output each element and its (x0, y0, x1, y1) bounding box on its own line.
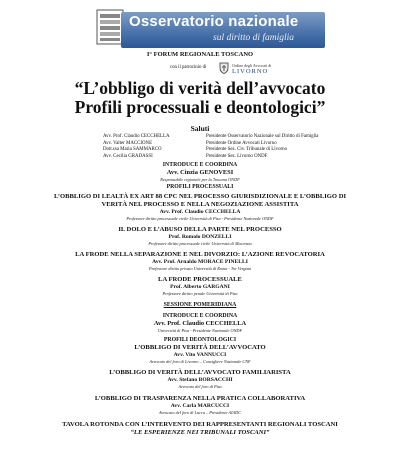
coordinator-role: Responsabile regionale per la Toscana ONDF (160, 176, 240, 182)
talk-speaker: Avv. Vito VANNUCCI (173, 352, 227, 358)
main-title-line-2: Profili processuali e deontologici” (74, 97, 326, 117)
talk-speaker-role: Avvocato del foro di Livorno – Consigliere Nazionale CNF (149, 358, 251, 364)
round-table-title: TAVOLA ROTONDA CON L’INTERVENTO DEI RAPPRESENTANTI REGIONALI TOSCANI (62, 421, 338, 428)
saluti-name: Avv. Cecilia GRADASSI (103, 153, 153, 159)
intro-block (0, 313, 400, 333)
talk-title: LA FRODE NELLA SEPARAZIONE E NEL DIVORZIO: L’AZIONE REVOCATORIA (75, 251, 325, 258)
main-title-line-1: “L’obbligo di verità dell’avvocato (74, 78, 326, 98)
talk-title: IL DOLO E L’ABUSO DELLA PARTE NEL PROCESSO (118, 226, 282, 233)
forum-heading: I° FORUM REGIONALE TOSCANO (146, 51, 254, 58)
header-banner (95, 6, 325, 48)
patronage-text: con il patrocinio di (170, 65, 207, 70)
coordinator-name: Avv. Prof. Claudio CECCHELLA (153, 320, 247, 327)
talk-block (0, 395, 400, 415)
intro-label: INTRODUCE E COORDINA (162, 313, 238, 319)
saluti-row (0, 141, 400, 148)
talk-speaker-role: Professore diritto processuale civile Università di Pisa - Presidente Nazionale ONDF (126, 215, 274, 221)
saluti-row (0, 134, 400, 141)
talk-title: LA FRODE PROCESSUALE (158, 276, 242, 283)
coordinator-name: Avv. Cinzia GENOVESI (166, 169, 234, 176)
talk-speaker: Prof. Romolo DONZELLI (168, 234, 232, 240)
talk-speaker-role: Avvocato del foro di Lucca – Presidente AIADC (158, 409, 242, 415)
talk-title: L’OBBLIGO DI VERITÀ DELL’AVVOCATO FAMILIARISTA (109, 369, 291, 376)
round-table-subtitle: “LE ESPERIENZE NEI TRIBUNALI TOSCANI” (130, 429, 270, 436)
saluti-name: Dott.ssa Maria SAMMARCO (103, 147, 162, 153)
talk-speaker: Avv. Carla MARCUCCI (170, 403, 230, 409)
saluti-role: Presidente Sez. Livorno ONDF (206, 153, 268, 159)
main-title (0, 79, 400, 117)
talk-block (0, 251, 400, 271)
talk-speaker-role: Professore diritto penale Università di Pisa (162, 290, 238, 296)
talk-speaker: Avv. Prof. Arnaldo MORACE PINELLI (152, 259, 248, 265)
saluti-name: Avv. Prof. Claudio CECCHELLA (103, 134, 170, 139)
talk-title: L’OBBLIGO DI TRASPARENZA NELLA PRATICA COLLABORATIVA (94, 395, 306, 402)
section-heading: PROFILI DEONTOLOGICI (163, 337, 237, 343)
banner-title: Osservatorio nazionale (129, 13, 299, 30)
ordine-label: Ordine degli Avvocati di (232, 63, 272, 68)
saluti-heading: Saluti (190, 124, 210, 133)
talk-block (0, 276, 400, 296)
round-table-block (0, 421, 400, 437)
talk-block (0, 344, 400, 364)
saluti-role: Presidente Ordine Avvocati Livorno (206, 140, 277, 146)
saluti-role: Presidente Sez. Civ. Tribunale di Livorno (206, 147, 288, 153)
saluti-row (0, 154, 400, 161)
talk-title: L’OBBLIGO DI LEALTÀ EX ART 88 CPC NEL PROCESSO GIURISDIZIONALE E L’OBBLIGO DI (53, 193, 347, 200)
section-heading: PROFILI PROCESSUALI (166, 184, 234, 190)
intro-label: INTRODUCE E COORDINA (162, 162, 238, 168)
talk-title: VERITÀ NEL PROCESSO E NELLA NEGOZIAZIONE ASSISTITA (101, 201, 299, 208)
saluti-list (0, 134, 400, 160)
intro-block (0, 162, 400, 182)
saluti-row (0, 147, 400, 154)
talk-speaker: Avv. Prof. Claudio CECCHELLA (159, 209, 241, 215)
coordinator-role: Università di Pisa - Presidente Nazionale ONDF (157, 327, 243, 333)
talk-block (0, 226, 400, 246)
talk-block (0, 369, 400, 389)
saluti-name: Avv. Valter MACCIONE (103, 140, 153, 146)
banner-subtitle: sul diritto di famiglia (213, 33, 295, 43)
talk-speaker-role: Professore diritto privato Università di Roma - Tor Vergata (148, 265, 251, 271)
saluti-role: Presidente Osservatorio Nazionale sul Diritto di Famiglia (206, 134, 319, 139)
section-heading: SESSIONE POMERIDIANA (163, 302, 237, 308)
talk-speaker-role: Professore diritto processuale civile Università di Macerata (148, 240, 252, 246)
talk-speaker: Avv. Stefano BORSACCHI (167, 377, 233, 383)
livorno-label: LIVORNO (232, 67, 269, 75)
talk-speaker-role: Avvocato del foro di Pisa (178, 383, 222, 389)
talk-speaker: Prof. Alberto GARGANI (170, 284, 230, 290)
talk-block (0, 193, 400, 221)
livorno-crest-icon (218, 62, 230, 74)
talk-title: L’OBBLIGO DI VERITÀ DELL’AVVOCATO (134, 344, 266, 351)
